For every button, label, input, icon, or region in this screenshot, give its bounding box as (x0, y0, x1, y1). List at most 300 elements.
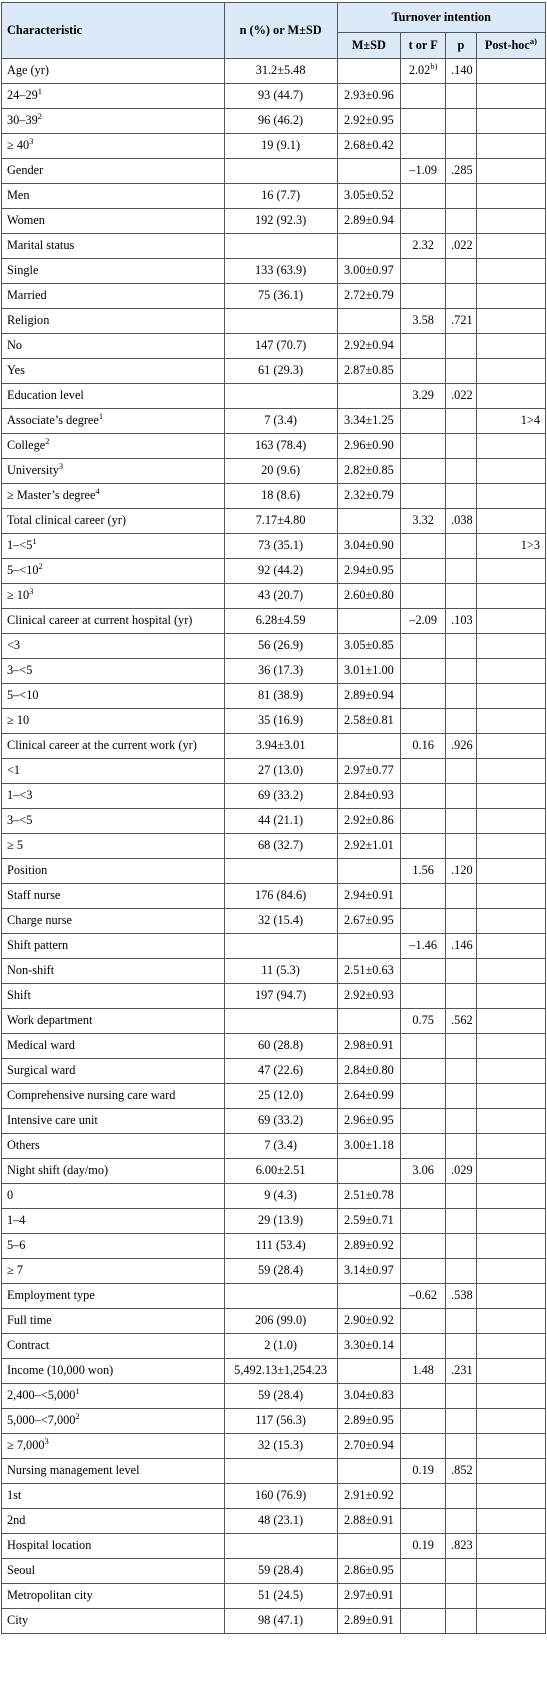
characteristic-label: 3–<5 (7, 663, 33, 678)
cell-msd: 2.89±0.91 (337, 1609, 401, 1634)
cell-n-pct: 31.2±5.48 (224, 59, 337, 84)
characteristic-label: Full time (7, 1313, 52, 1328)
table-row (2, 1259, 546, 1284)
cell-post-hoc (476, 309, 545, 334)
characteristic-label: Hospital location (7, 1538, 92, 1553)
cell-characteristic (2, 534, 225, 559)
cell-t-or-f (401, 859, 446, 884)
cell-characteristic (2, 884, 225, 909)
characteristic-label: Married (7, 288, 47, 303)
cell-t-or-f (401, 909, 446, 934)
table-row (2, 884, 546, 909)
table-row (2, 209, 546, 234)
cell-post-hoc (476, 1584, 545, 1609)
cell-p (446, 434, 477, 459)
cell-msd (337, 1459, 401, 1484)
cell-post-hoc (476, 1134, 545, 1159)
cell-characteristic (2, 334, 225, 359)
header-post-hoc-sup: a) (529, 35, 537, 46)
table-row (2, 359, 546, 384)
cell-characteristic (2, 1159, 225, 1184)
cell-msd (337, 159, 401, 184)
cell-n-pct (224, 309, 337, 334)
table-row (2, 184, 546, 209)
cell-msd: 3.05±0.52 (337, 184, 401, 209)
cell-msd: 2.60±0.80 (337, 584, 401, 609)
cell-t-or-f (401, 184, 446, 209)
cell-t-or-f (401, 309, 446, 334)
cell-characteristic (2, 659, 225, 684)
header-turnover-intention: Turnover intention (337, 3, 545, 33)
t-or-f-value: –1.09 (409, 163, 437, 178)
cell-characteristic (2, 784, 225, 809)
cell-n-pct: 19 (9.1) (224, 134, 337, 159)
cell-post-hoc (476, 634, 545, 659)
table-row (2, 1034, 546, 1059)
cell-post-hoc (476, 59, 545, 84)
cell-n-pct: 47 (22.6) (224, 1059, 337, 1084)
cell-t-or-f (401, 984, 446, 1009)
table-row (2, 859, 546, 884)
cell-post-hoc (476, 159, 545, 184)
cell-characteristic (2, 1034, 225, 1059)
cell-n-pct: 59 (28.4) (224, 1559, 337, 1584)
group-superscript: 2 (38, 561, 43, 572)
group-superscript: 2 (37, 111, 42, 122)
cell-n-pct: 61 (29.3) (224, 359, 337, 384)
table-container (1, 0, 546, 1634)
table-row (2, 159, 546, 184)
cell-t-or-f (401, 409, 446, 434)
cell-n-pct: 81 (38.9) (224, 684, 337, 709)
cell-post-hoc (476, 1059, 545, 1084)
cell-n-pct (224, 234, 337, 259)
cell-characteristic (2, 909, 225, 934)
cell-msd (337, 1009, 401, 1034)
cell-n-pct: 68 (32.7) (224, 834, 337, 859)
characteristic-label: ≥ 10 (7, 713, 30, 728)
cell-n-pct (224, 859, 337, 884)
table-row (2, 1184, 546, 1209)
cell-post-hoc (476, 1234, 545, 1259)
cell-t-or-f (401, 109, 446, 134)
cell-post-hoc (476, 1509, 545, 1534)
cell-t-or-f (401, 459, 446, 484)
cell-characteristic (2, 384, 225, 409)
cell-n-pct: 48 (23.1) (224, 1509, 337, 1534)
cell-p (446, 334, 477, 359)
cell-msd: 3.04±0.90 (337, 534, 401, 559)
table-row (2, 809, 546, 834)
cell-msd: 3.14±0.97 (337, 1259, 401, 1284)
characteristic-label: Work department (7, 1013, 93, 1028)
cell-p (446, 284, 477, 309)
cell-post-hoc (476, 1409, 545, 1434)
cell-post-hoc (476, 134, 545, 159)
t-or-f-superscript: b) (430, 61, 438, 72)
cell-p (446, 209, 477, 234)
table-row (2, 759, 546, 784)
cell-characteristic (2, 1109, 225, 1134)
cell-msd: 2.51±0.63 (337, 959, 401, 984)
group-superscript: 3 (58, 461, 64, 472)
cell-post-hoc (476, 1434, 545, 1459)
cell-t-or-f (401, 1084, 446, 1109)
cell-characteristic (2, 59, 225, 84)
characteristic-label: Shift (7, 988, 31, 1003)
cell-msd: 2.89±0.92 (337, 1234, 401, 1259)
cell-msd: 2.98±0.91 (337, 1034, 401, 1059)
group-superscript: 3 (29, 136, 34, 147)
cell-msd: 2.67±0.95 (337, 909, 401, 934)
cell-t-or-f (401, 1484, 446, 1509)
cell-msd (337, 384, 401, 409)
table-row (2, 309, 546, 334)
group-superscript: 1 (37, 86, 42, 97)
cell-msd: 2.92±0.93 (337, 984, 401, 1009)
cell-p: .926 (446, 734, 477, 759)
cell-n-pct (224, 934, 337, 959)
characteristic-label: 1–<5 (7, 538, 33, 553)
table-row (2, 1509, 546, 1534)
cell-n-pct: 192 (92.3) (224, 209, 337, 234)
cell-post-hoc (476, 209, 545, 234)
table-row (2, 484, 546, 509)
characteristic-label: 2,400–<5,000 (7, 1388, 76, 1403)
cell-characteristic (2, 759, 225, 784)
cell-msd: 3.00±1.18 (337, 1134, 401, 1159)
cell-post-hoc (476, 984, 545, 1009)
table-row (2, 1559, 546, 1584)
cell-n-pct: 96 (46.2) (224, 109, 337, 134)
cell-post-hoc (476, 884, 545, 909)
header-msd: M±SD (337, 33, 401, 59)
cell-msd: 2.68±0.42 (337, 134, 401, 159)
table-row (2, 409, 546, 434)
cell-msd: 3.34±1.25 (337, 409, 401, 434)
cell-t-or-f (401, 509, 446, 534)
cell-characteristic (2, 1259, 225, 1284)
cell-post-hoc (476, 1534, 545, 1559)
characteristic-label: Comprehensive nursing care ward (7, 1088, 176, 1103)
cell-p: .538 (446, 1284, 477, 1309)
cell-n-pct: 16 (7.7) (224, 184, 337, 209)
cell-n-pct: 69 (33.2) (224, 1109, 337, 1134)
cell-post-hoc (476, 859, 545, 884)
cell-msd: 2.88±0.91 (337, 1509, 401, 1534)
characteristic-label: <1 (7, 763, 21, 778)
cell-msd (337, 234, 401, 259)
characteristic-label: 0 (7, 1188, 14, 1203)
cell-msd: 3.05±0.85 (337, 634, 401, 659)
characteristics-table (1, 2, 546, 1634)
t-or-f-value: 3.06 (412, 1163, 434, 1178)
cell-characteristic (2, 1484, 225, 1509)
characteristic-label: 5,000–<7,000 (7, 1413, 76, 1428)
cell-post-hoc (476, 434, 545, 459)
group-superscript: 2 (75, 1411, 80, 1422)
cell-post-hoc (476, 1109, 545, 1134)
cell-t-or-f (401, 809, 446, 834)
cell-msd: 2.32±0.79 (337, 484, 401, 509)
cell-p (446, 1609, 477, 1634)
cell-p (446, 834, 477, 859)
table-row (2, 1584, 546, 1609)
cell-msd (337, 734, 401, 759)
table-row (2, 459, 546, 484)
cell-p (446, 1034, 477, 1059)
cell-post-hoc (476, 1034, 545, 1059)
cell-msd: 2.89±0.94 (337, 684, 401, 709)
cell-n-pct: 56 (26.9) (224, 634, 337, 659)
table-row (2, 784, 546, 809)
characteristic-label: 5–<10 (7, 563, 39, 578)
cell-n-pct: 69 (33.2) (224, 784, 337, 809)
cell-n-pct: 60 (28.8) (224, 1034, 337, 1059)
cell-t-or-f (401, 1109, 446, 1134)
header-post-hoc (476, 33, 545, 59)
cell-t-or-f (401, 1059, 446, 1084)
header-n-pct: n (%) or M±SD (224, 3, 337, 59)
header-p: p (446, 33, 477, 59)
cell-t-or-f (401, 1434, 446, 1459)
cell-characteristic (2, 734, 225, 759)
cell-post-hoc (476, 234, 545, 259)
t-or-f-value: 0.75 (412, 1013, 434, 1028)
cell-p (446, 1559, 477, 1584)
cell-n-pct: 7 (3.4) (224, 409, 337, 434)
table-row (2, 1009, 546, 1034)
cell-msd (337, 509, 401, 534)
cell-p: .022 (446, 384, 477, 409)
cell-n-pct: 18 (8.6) (224, 484, 337, 509)
cell-characteristic (2, 1509, 225, 1534)
cell-p (446, 184, 477, 209)
cell-post-hoc (476, 809, 545, 834)
cell-post-hoc (476, 84, 545, 109)
cell-n-pct: 206 (99.0) (224, 1309, 337, 1334)
characteristic-label: 2nd (7, 1513, 26, 1528)
table-row (2, 434, 546, 459)
cell-p (446, 809, 477, 834)
cell-t-or-f (401, 1509, 446, 1534)
header-t-or-f (401, 33, 446, 59)
cell-characteristic (2, 284, 225, 309)
cell-post-hoc (476, 784, 545, 809)
characteristic-label: ≥ 7,000 (7, 1438, 45, 1453)
cell-p (446, 909, 477, 934)
cell-p (446, 709, 477, 734)
group-superscript: 4 (95, 486, 100, 497)
cell-n-pct: 29 (13.9) (224, 1209, 337, 1234)
cell-msd: 2.51±0.78 (337, 1184, 401, 1209)
cell-post-hoc (476, 484, 545, 509)
cell-n-pct: 133 (63.9) (224, 259, 337, 284)
t-or-f-value: 1.48 (412, 1363, 434, 1378)
cell-post-hoc (476, 659, 545, 684)
cell-p: .103 (446, 609, 477, 634)
cell-t-or-f (401, 1234, 446, 1259)
cell-characteristic (2, 934, 225, 959)
cell-post-hoc (476, 909, 545, 934)
table-row (2, 1084, 546, 1109)
cell-characteristic (2, 259, 225, 284)
cell-t-or-f (401, 784, 446, 809)
cell-p: .146 (446, 934, 477, 959)
cell-n-pct: 176 (84.6) (224, 884, 337, 909)
cell-t-or-f (401, 1259, 446, 1284)
characteristic-label: ≥ Master’s degree (7, 488, 96, 503)
cell-characteristic (2, 309, 225, 334)
cell-msd: 2.92±0.94 (337, 334, 401, 359)
cell-p (446, 1059, 477, 1084)
table-header (2, 3, 546, 59)
cell-p (446, 1209, 477, 1234)
cell-n-pct: 111 (53.4) (224, 1234, 337, 1259)
cell-p: .562 (446, 1009, 477, 1034)
cell-p: .823 (446, 1534, 477, 1559)
cell-p (446, 659, 477, 684)
t-or-f-value: –2.09 (409, 613, 437, 628)
cell-p (446, 534, 477, 559)
cell-characteristic (2, 184, 225, 209)
cell-n-pct: 117 (56.3) (224, 1409, 337, 1434)
cell-t-or-f (401, 1584, 446, 1609)
cell-p (446, 1109, 477, 1134)
cell-post-hoc (476, 1609, 545, 1634)
cell-p: .852 (446, 1459, 477, 1484)
table-row (2, 84, 546, 109)
characteristic-label: Surgical ward (7, 1063, 76, 1078)
cell-p (446, 409, 477, 434)
cell-msd: 2.58±0.81 (337, 709, 401, 734)
table-row (2, 1234, 546, 1259)
cell-characteristic (2, 409, 225, 434)
table-row (2, 984, 546, 1009)
table-row (2, 1534, 546, 1559)
cell-t-or-f (401, 434, 446, 459)
cell-p: .231 (446, 1359, 477, 1384)
characteristic-label: Single (7, 263, 39, 278)
cell-post-hoc (476, 1009, 545, 1034)
table-row (2, 1134, 546, 1159)
cell-characteristic (2, 509, 225, 534)
cell-p (446, 109, 477, 134)
cell-msd: 3.01±1.00 (337, 659, 401, 684)
cell-t-or-f (401, 1609, 446, 1634)
table-row (2, 609, 546, 634)
cell-t-or-f (401, 1459, 446, 1484)
cell-n-pct (224, 1534, 337, 1559)
cell-characteristic (2, 1184, 225, 1209)
cell-characteristic (2, 1209, 225, 1234)
characteristic-label: Total clinical career (yr) (7, 513, 126, 528)
cell-characteristic (2, 1609, 225, 1634)
t-or-f-value: 0.19 (412, 1463, 434, 1478)
characteristic-label: 24–29 (7, 88, 38, 103)
cell-t-or-f (401, 1009, 446, 1034)
table-row (2, 834, 546, 859)
cell-t-or-f (401, 484, 446, 509)
characteristic-label: Income (10,000 won) (7, 1363, 114, 1378)
characteristic-label: Position (7, 863, 48, 878)
cell-t-or-f (401, 284, 446, 309)
group-superscript: 1 (32, 536, 37, 547)
cell-msd: 3.00±0.97 (337, 259, 401, 284)
cell-n-pct: 7 (3.4) (224, 1134, 337, 1159)
cell-msd (337, 934, 401, 959)
cell-p (446, 1184, 477, 1209)
cell-t-or-f (401, 1034, 446, 1059)
t-or-f-value: 3.32 (412, 513, 434, 528)
cell-characteristic (2, 559, 225, 584)
cell-characteristic (2, 1134, 225, 1159)
cell-post-hoc (476, 734, 545, 759)
characteristic-label: Religion (7, 313, 50, 328)
cell-msd: 2.82±0.85 (337, 459, 401, 484)
cell-n-pct (224, 1009, 337, 1034)
cell-characteristic (2, 459, 225, 484)
cell-n-pct: 6.28±4.59 (224, 609, 337, 634)
table-row (2, 134, 546, 159)
cell-post-hoc (476, 834, 545, 859)
header-t-or-f-label: t or F (408, 37, 438, 52)
cell-msd: 2.89±0.94 (337, 209, 401, 234)
cell-msd (337, 1359, 401, 1384)
cell-p (446, 1384, 477, 1409)
cell-characteristic (2, 859, 225, 884)
cell-characteristic (2, 1384, 225, 1409)
cell-p (446, 134, 477, 159)
cell-p (446, 1409, 477, 1434)
characteristic-label: Age (yr) (7, 63, 49, 78)
characteristic-label: City (7, 1613, 29, 1628)
characteristic-label: Medical ward (7, 1038, 75, 1053)
cell-characteristic (2, 209, 225, 234)
characteristic-label: ≥ 7 (7, 1263, 23, 1278)
characteristic-label: 1st (7, 1488, 22, 1503)
cell-characteristic (2, 1234, 225, 1259)
cell-post-hoc (476, 459, 545, 484)
cell-characteristic (2, 434, 225, 459)
table-row (2, 1334, 546, 1359)
table-row (2, 1484, 546, 1509)
cell-t-or-f (401, 334, 446, 359)
characteristic-label: Clinical career at the current work (yr) (7, 738, 197, 753)
cell-post-hoc (476, 1334, 545, 1359)
cell-n-pct: 98 (47.1) (224, 1609, 337, 1634)
cell-n-pct: 25 (12.0) (224, 1084, 337, 1109)
cell-post-hoc (476, 334, 545, 359)
characteristic-label: Intensive care unit (7, 1113, 98, 1128)
t-or-f-value: –1.46 (409, 938, 437, 953)
characteristic-label: Night shift (day/mo) (7, 1163, 109, 1178)
cell-msd: 3.04±0.83 (337, 1384, 401, 1409)
cell-post-hoc (476, 359, 545, 384)
cell-characteristic (2, 984, 225, 1009)
cell-characteristic (2, 684, 225, 709)
cell-msd (337, 609, 401, 634)
cell-msd (337, 309, 401, 334)
cell-characteristic (2, 1009, 225, 1034)
cell-msd: 2.86±0.95 (337, 1559, 401, 1584)
cell-t-or-f (401, 634, 446, 659)
cell-characteristic (2, 1309, 225, 1334)
cell-post-hoc (476, 384, 545, 409)
cell-post-hoc (476, 1359, 545, 1384)
cell-n-pct (224, 1284, 337, 1309)
table-row (2, 1309, 546, 1334)
